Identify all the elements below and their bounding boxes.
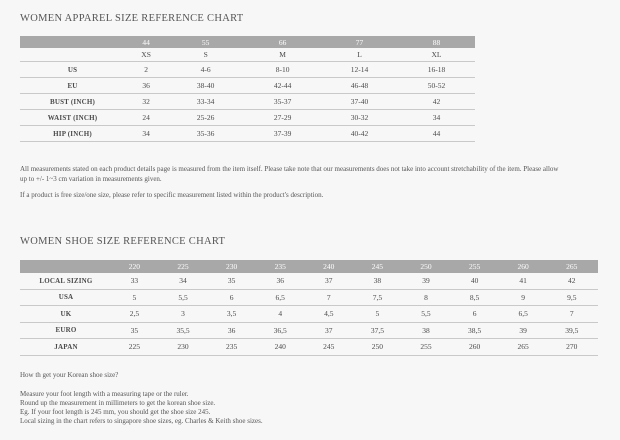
table-row [20, 110, 475, 126]
row-label: EURO [20, 322, 112, 339]
header-cell: 255 [448, 260, 500, 273]
free-size-note: If a product is free size/one size, please refer to specific measurement listed within the product's description. [20, 191, 324, 199]
table-cell: 33 [112, 273, 157, 289]
subheader-cell: L [321, 48, 398, 62]
header-cell: 66 [244, 36, 321, 48]
table-cell: 35-37 [244, 94, 321, 110]
table-cell: 40-42 [321, 126, 398, 142]
table-cell: 35,5 [157, 322, 209, 339]
table-cell: 230 [157, 339, 209, 356]
table-cell: 9 [501, 289, 546, 306]
table-cell: 38,5 [448, 322, 500, 339]
row-label: EU [20, 78, 125, 94]
table-cell: 4,5 [306, 306, 351, 323]
table-row [20, 322, 598, 339]
header-cell: 225 [157, 260, 209, 273]
header-cell: 55 [167, 36, 244, 48]
subheader-cell: M [244, 48, 321, 62]
table-cell: 7,5 [351, 289, 403, 306]
table-cell: 240 [254, 339, 306, 356]
table-row [20, 78, 475, 94]
table-cell: 260 [448, 339, 500, 356]
table-cell: 6,5 [254, 289, 306, 306]
table-cell: 30-32 [321, 110, 398, 126]
table-cell: 2,5 [112, 306, 157, 323]
apparel-size-table [20, 36, 475, 142]
header-cell [20, 36, 125, 48]
header-cell: 245 [351, 260, 403, 273]
subheader-cell [20, 48, 125, 62]
howto-line: Local sizing in the chart refers to singapore shoe sizes, eg. Charles & Keith shoe sizes. [20, 417, 263, 425]
table-cell: 6 [448, 306, 500, 323]
howto-line: Round up the measurement in millimeters to get the korean shoe size. [20, 399, 216, 407]
table-cell: 4-6 [167, 62, 244, 78]
shoe-chart-title: WOMEN SHOE SIZE REFERENCE CHART [20, 236, 226, 247]
table-cell: 8 [404, 289, 449, 306]
subheader-cell: XL [398, 48, 475, 62]
table-cell: 35-36 [167, 126, 244, 142]
howto-title: How th get your Korean shoe size? [20, 371, 119, 379]
table-cell: 12-14 [321, 62, 398, 78]
table-cell: 3 [157, 306, 209, 323]
table-cell: 8-10 [244, 62, 321, 78]
table-cell: 6 [209, 289, 254, 306]
table-row [20, 273, 598, 289]
row-label: WAIST (INCH) [20, 110, 125, 126]
table-row [20, 94, 475, 110]
subheader-cell: XS [125, 48, 167, 62]
row-label: USA [20, 289, 112, 306]
row-label: HIP (INCH) [20, 126, 125, 142]
table-cell: 37 [306, 322, 351, 339]
table-cell: 37,5 [351, 322, 403, 339]
table-cell: 36 [209, 322, 254, 339]
row-label: JAPAN [20, 339, 112, 356]
table-cell: 27-29 [244, 110, 321, 126]
measurement-note: All measurements stated on each product details page is measured from the item itself. Please take note that our measurements does not take into account stretchability of the item. Please allow up to +/- 1~3 cm variation in measurements given. [20, 165, 559, 183]
apparel-letter-size-row [20, 48, 475, 62]
table-cell: 245 [306, 339, 351, 356]
table-cell: 7 [546, 306, 598, 323]
table-cell: 8,5 [448, 289, 500, 306]
howto-line: Eg. If your foot length is 245 mm, you should get the shoe size 245. [20, 408, 211, 416]
table-row [20, 289, 598, 306]
table-cell: 46-48 [321, 78, 398, 94]
table-row [20, 126, 475, 142]
table-cell: 6,5 [501, 306, 546, 323]
table-row [20, 339, 598, 356]
table-cell: 16-18 [398, 62, 475, 78]
table-cell: 38 [404, 322, 449, 339]
header-cell: 44 [125, 36, 167, 48]
table-cell: 7 [306, 289, 351, 306]
table-cell: 265 [501, 339, 546, 356]
table-cell: 5,5 [157, 289, 209, 306]
table-cell: 255 [404, 339, 449, 356]
row-label: US [20, 62, 125, 78]
table-cell: 5 [351, 306, 403, 323]
table-cell: 5 [112, 289, 157, 306]
header-cell: 240 [306, 260, 351, 273]
table-cell: 50-52 [398, 78, 475, 94]
howto-line: Measure your foot length with a measuring tape or the ruler. [20, 390, 189, 398]
table-cell: 25-26 [167, 110, 244, 126]
header-cell: 250 [404, 260, 449, 273]
apparel-chart-title: WOMEN APPAREL SIZE REFERENCE CHART [20, 13, 244, 24]
table-cell: 39 [404, 273, 449, 289]
table-cell: 36,5 [254, 322, 306, 339]
subheader-cell: S [167, 48, 244, 62]
table-cell: 42-44 [244, 78, 321, 94]
row-label: BUST (INCH) [20, 94, 125, 110]
table-cell: 5,5 [404, 306, 449, 323]
table-cell: 225 [112, 339, 157, 356]
table-cell: 4 [254, 306, 306, 323]
table-cell: 34 [157, 273, 209, 289]
row-label: LOCAL SIZING [20, 273, 112, 289]
table-cell: 42 [546, 273, 598, 289]
shoe-header-row [20, 260, 598, 273]
table-cell: 40 [448, 273, 500, 289]
table-cell: 32 [125, 94, 167, 110]
header-cell: 265 [546, 260, 598, 273]
table-cell: 34 [398, 110, 475, 126]
header-cell: 220 [112, 260, 157, 273]
header-cell [20, 260, 112, 273]
table-cell: 270 [546, 339, 598, 356]
table-cell: 24 [125, 110, 167, 126]
table-row [20, 62, 475, 78]
table-cell: 36 [254, 273, 306, 289]
table-cell: 33-34 [167, 94, 244, 110]
header-cell: 230 [209, 260, 254, 273]
table-cell: 2 [125, 62, 167, 78]
table-cell: 37 [306, 273, 351, 289]
table-cell: 41 [501, 273, 546, 289]
table-cell: 9,5 [546, 289, 598, 306]
table-cell: 38-40 [167, 78, 244, 94]
table-cell: 250 [351, 339, 403, 356]
row-label: UK [20, 306, 112, 323]
table-cell: 35 [112, 322, 157, 339]
apparel-header-row [20, 36, 475, 48]
header-cell: 88 [398, 36, 475, 48]
table-cell: 235 [209, 339, 254, 356]
table-cell: 38 [351, 273, 403, 289]
table-cell: 39,5 [546, 322, 598, 339]
header-cell: 77 [321, 36, 398, 48]
header-cell: 260 [501, 260, 546, 273]
table-cell: 3,5 [209, 306, 254, 323]
shoe-size-table [20, 260, 598, 356]
table-cell: 36 [125, 78, 167, 94]
table-cell: 37-40 [321, 94, 398, 110]
table-cell: 44 [398, 126, 475, 142]
table-cell: 37-39 [244, 126, 321, 142]
table-cell: 39 [501, 322, 546, 339]
table-cell: 42 [398, 94, 475, 110]
table-row [20, 306, 598, 323]
table-cell: 35 [209, 273, 254, 289]
table-cell: 34 [125, 126, 167, 142]
header-cell: 235 [254, 260, 306, 273]
